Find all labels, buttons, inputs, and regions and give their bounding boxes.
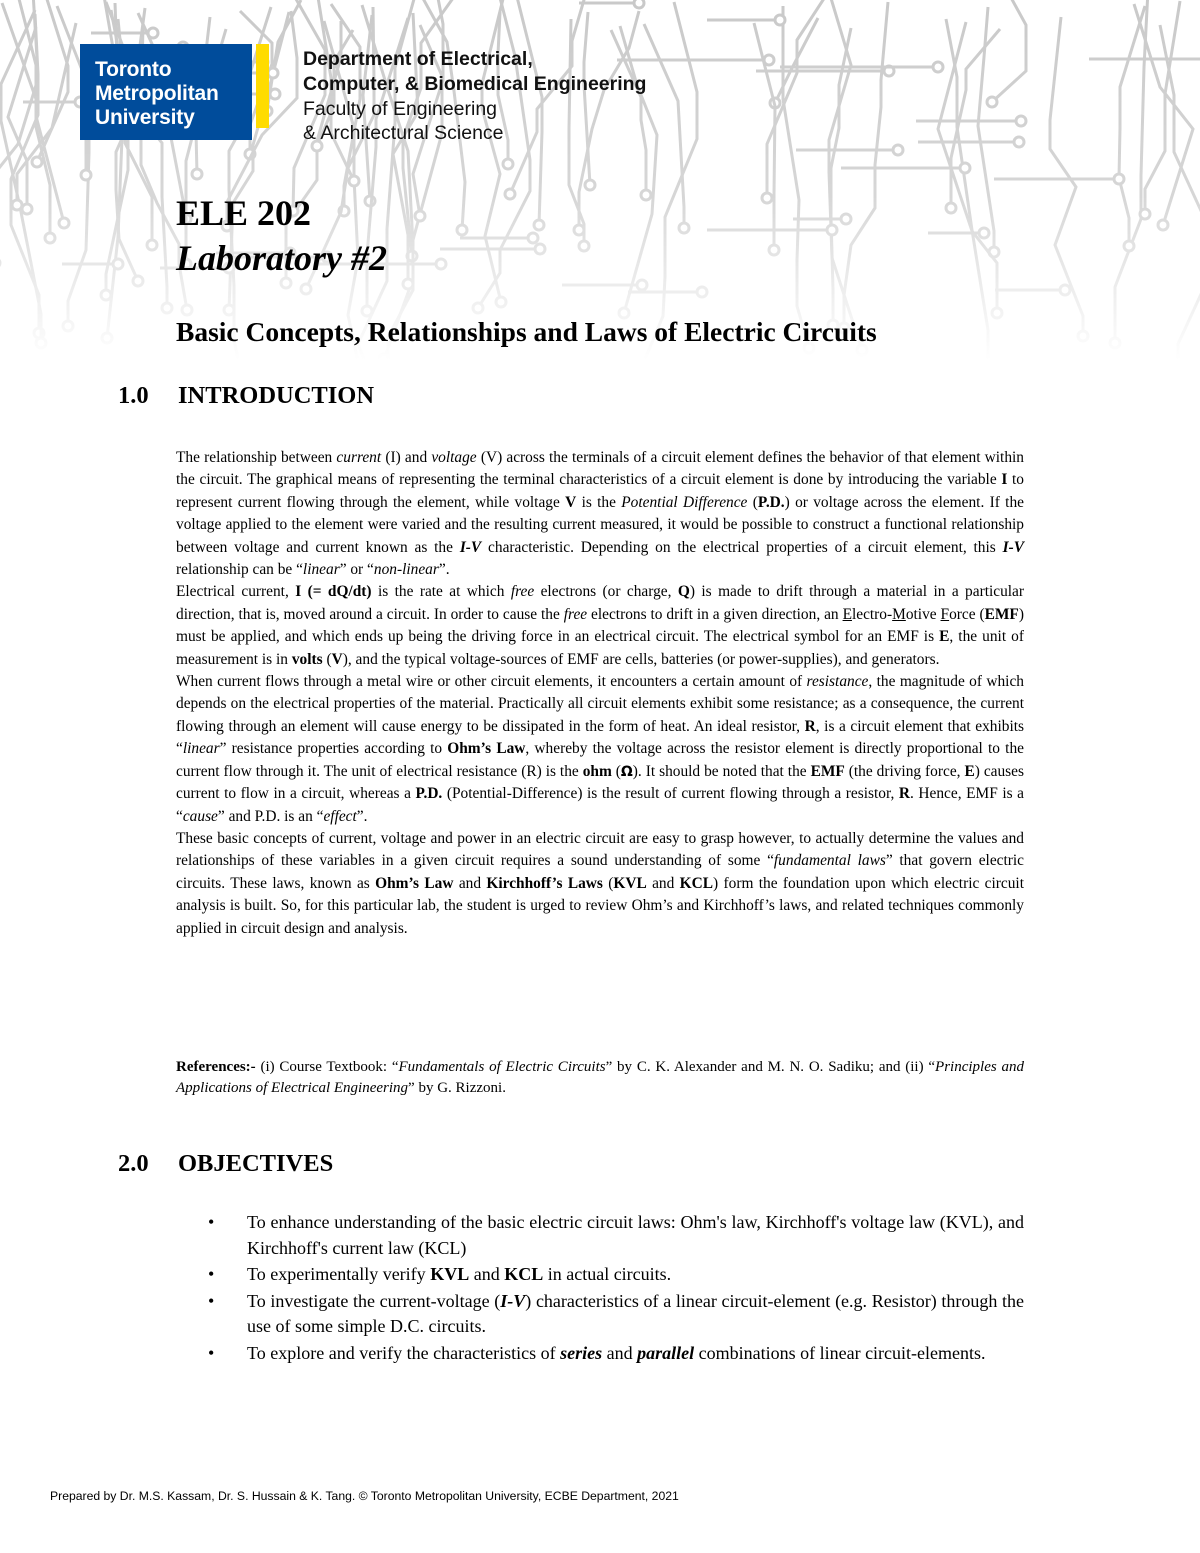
logo-line-3: University	[95, 106, 195, 129]
intro-paragraph-4: These basic concepts of current, voltage and power in an electric circuit are easy to grasp however, to actually determine the values and relationships of these variables in a given circuit requires a sound understanding of some “fundamental laws” that govern electric circuits. These laws, known as Ohm’s Law and Kirchhoff’s Laws (KVL and KCL) form the foundation upon which electric circuit analysis is built. So, for this particular lab, the student is urged to review Ohm’s and Kirchhoff’s laws, and related techniques commonly applied in circuit design and analysis.	[176, 829, 1024, 937]
bullet-icon: •	[208, 1290, 215, 1311]
university-logo	[80, 44, 252, 140]
faculty-line-1: Faculty of Engineering	[303, 98, 498, 120]
reference-book-1: Fundamentals of Electric Circuits	[398, 1059, 606, 1075]
lab-title: Laboratory #2	[176, 238, 387, 278]
references-label: References:-	[176, 1059, 256, 1075]
course-code: ELE 202	[176, 193, 312, 233]
objectives-list	[208, 1210, 1024, 1367]
bullet-icon: •	[208, 1264, 215, 1284]
section-number: 1.0	[118, 382, 149, 409]
objective-item: • To investigate the current-voltage (I-V) characteristics of a linear circuit-element (e.g. Resistor) through the use of some simple D.C. circuits.	[208, 1290, 1024, 1336]
logo-line-2: Metropolitan	[95, 82, 219, 105]
objective-item: • To enhance understanding of the basic electric circuit laws: Ohm's law, Kirchhoff's voltage law (KVL), and Kirchhoff's current law (KCL)	[208, 1212, 1024, 1258]
department-line-2: Computer, & Biomedical Engineering	[303, 73, 647, 95]
objective-item: • To experimentally verify KVL and KCL in actual circuits.	[208, 1262, 1024, 1288]
omega-symbol: Ω	[620, 763, 633, 780]
section-title: INTRODUCTION	[178, 382, 375, 409]
intro-paragraph-3: When current flows through a metal wire or other circuit elements, it encounters a certain amount of resistance, the magnitude of which depends on the electrical properties of the material. Practically all circuit elements exhibit some resistance; as a consequence, the current flowing through an element will cause energy to be dissipated in the form of heat. An ideal resistor, R, is a circuit element that exhibits “linear” resistance properties according to Ohm’s Law, whereby the voltage across the resistor element is directly proportional to the current flow through it. The unit of electrical resistance (R) is the ohm (Ω). It should be noted that the EMF (the driving force, E) causes current to flow in a circuit, whereas a P.D. (Potential-Difference) is the result of current flowing through a resistor, R. Hence, EMF is a “cause” and P.D. is an “effect”.	[176, 673, 1024, 825]
reference-book-2: Principles and Applications of Electrical Engineering	[176, 1059, 1024, 1096]
intro-paragraph-2: Electrical current, I (= dQ/dt) is the rate at which free electrons (or charge, Q) is made to drift through a material in a particular direction, that is, moved around a circuit. In order to cause the free electrons to drift in a given direction, an Electro-Motive Force (EMF) must be applied, and which ends up being the driving force in an electrical circuit. The electrical symbol for an EMF is E, the unit of measurement is in volts (V), and the typical voltage-sources of EMF are cells, batteries (or power-supplies), and generators.	[176, 583, 1025, 668]
objective-item: • To explore and verify the characteristics of series and parallel combinations of linear circuit-elements.	[208, 1341, 1024, 1367]
department-line-1: Department of Electrical,	[303, 48, 533, 70]
bullet-icon: •	[208, 1212, 215, 1232]
introduction-body	[176, 447, 1024, 940]
document-title: Basic Concepts, Relationships and Laws of Electric Circuits	[176, 316, 877, 347]
bullet-icon: •	[208, 1342, 215, 1363]
logo-line-1: Toronto	[95, 58, 172, 81]
footer-credits: Prepared by Dr. M.S. Kassam, Dr. S. Hussain & K. Tang. © Toronto Metropolitan University, ECBE Department, 2021	[50, 1489, 679, 1503]
section-title: OBJECTIVES	[178, 1150, 334, 1177]
intro-paragraph-1: The relationship between current (I) and voltage (V) across the terminals of a circuit element defines the behavior of that element within the circuit. The graphical means of representing the terminal characteristics of a circuit element is done by introducing the variable I to represent current flowing through the element, while voltage V is the Potential Difference (P.D.) or voltage across the element. If the voltage applied to the element were varied and the resulting current measured, it would be possible to construct a functional relationship between voltage and current known as the I-V characteristic. Depending on the electrical properties of a circuit element, this I-V relationship can be “linear” or “non-linear”.	[176, 449, 1025, 579]
section-heading-objectives	[118, 1150, 333, 1178]
logo-accent-bar	[256, 44, 269, 128]
section-heading-introduction	[118, 382, 374, 410]
references: References:- (i) Course Textbook: “Fundamentals of Electric Circuits” by C. K. Alexander and M. N. O. Sadiku; and (ii) “Principles and Applications of Electrical Engineering” by G. Rizzoni.	[176, 1059, 1024, 1096]
section-number: 2.0	[118, 1150, 149, 1177]
faculty-line-2: & Architectural Science	[303, 122, 504, 144]
